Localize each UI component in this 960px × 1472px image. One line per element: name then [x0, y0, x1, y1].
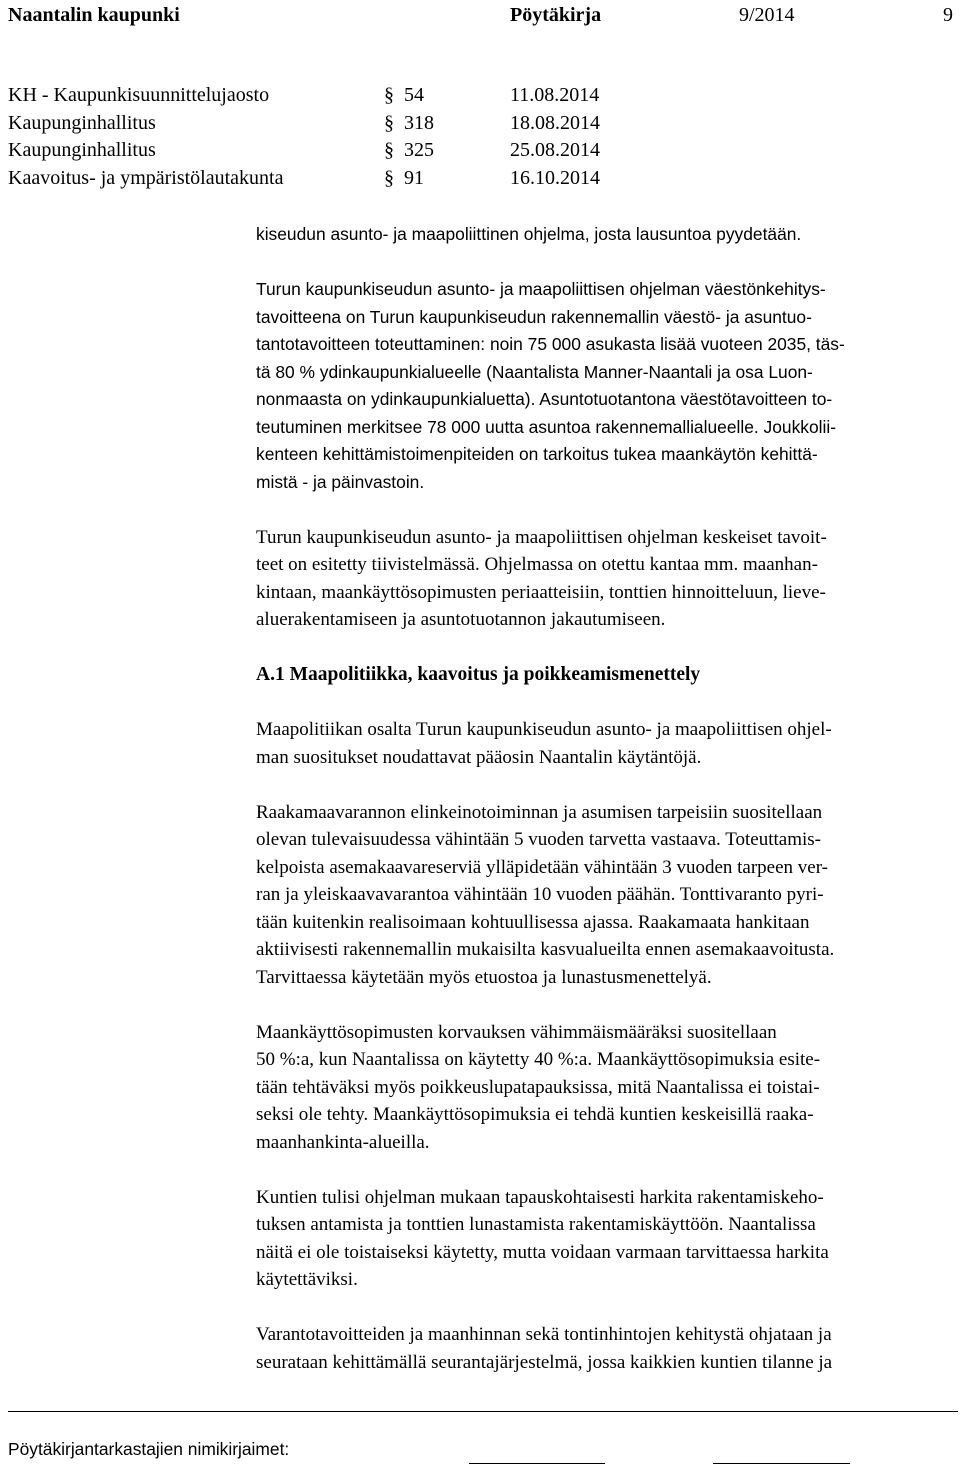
issue-number: 9/2014 [739, 4, 795, 26]
text-line: teutuminen merkitsee 78 000 uutta asuntoa rakennemallialueelle. Joukkolii- [256, 416, 837, 437]
meeting-row [8, 137, 628, 165]
text-line: Kuntien tulisi ohjelman mukaan tapauskohtaisesti harkita rakentamiskeho- [256, 1186, 824, 1208]
text-line: Turun kaupunkiseudun asunto- ja maapoliittisen ohjelman keskeiset tavoit- [256, 526, 827, 548]
text-line: Varantotavoitteiden ja maanhinnan sekä tontinhintojen kehitystä ohjataan ja [256, 1324, 832, 1345]
text-line: ran ja yleiskaavavarantoa vähintään 10 vuoden päähän. Tonttivaranto pyri- [256, 884, 824, 905]
text-line: 50 %:a, kun Naantalissa on käytetty 40 %:a. Maankäyttösopimuksia esite- [256, 1049, 821, 1070]
paragraph-building-orders [256, 1184, 956, 1294]
text-line: tään tehtäväksi myös poikkeuslupatapauksissa, mitä Naantalissa ei toistai- [256, 1076, 820, 1098]
section-heading [256, 661, 956, 689]
text-line: tantotavoitteen toteuttaminen: noin 75 000 asukasta lisää vuoteen 2035, täs- [256, 334, 845, 354]
text-line: seksi ole tehty. Maankäyttösopimuksia ei tehdä kuntien keskeisillä raaka- [256, 1104, 814, 1125]
meeting-date: 25.08.2014 [510, 139, 600, 161]
text-line: kiseudun asunto- ja maapoliittinen ohjelma, josta lausuntoa pyydetään. [256, 224, 802, 244]
text-line: tä 80 % ydinkaupunkialueelle (Naantalista Manner-Naantali ja osa Luon- [256, 361, 813, 382]
meeting-date: 16.10.2014 [510, 166, 600, 189]
paragraph-land-use-agreements [256, 1019, 956, 1157]
text-line: kintaan, maankäyttösopimusten periaatteisiin, tonttien hinnoitteluun, lieve- [256, 581, 826, 603]
inspector-initials-label: Pöytäkirjantarkastajien nimikirjaimet: [8, 1439, 290, 1459]
section-sign: § [384, 84, 394, 106]
text-line: Turun kaupunkiseudun asunto- ja maapoliittisen ohjelman väestönkehitys- [256, 279, 826, 299]
text-line: seurataan kehittämällä seurantajärjestelmä, jossa kaikkien kuntien tilanne ja [256, 1351, 833, 1373]
text-line: man suositukset noudattavat pääosin Naantalin käytäntöjä. [256, 746, 702, 768]
heading-text: A.1 Maapolitiikka, kaavoitus ja poikkeamismenettely [256, 664, 701, 685]
text-line: näitä ei ole toistaiseksi käytetty, mutta voidaan varmaan tarvittaessa harkita [256, 1241, 829, 1263]
page-header [0, 2, 960, 28]
text-line: Tarvittaessa käytetään myös etuostoa ja lunastusmenettelyä. [256, 966, 712, 988]
text-line: Raakamaavarannon elinkeinotoiminnan ja asumisen tarpeisiin suositellaan [256, 801, 823, 823]
text-line: tuksen antamista ja tonttien lunastamista rakentamiskäyttöön. Naantalissa [256, 1214, 816, 1235]
meeting-row [8, 110, 628, 138]
paragraph-key-goals [256, 524, 956, 634]
section-sign: § [384, 111, 394, 134]
text-line: kenteen kehittämistoimenpiteiden on tarkoitus tukea maankäytön kehittä- [256, 444, 818, 464]
meeting-body: Kaupunginhallitus [8, 111, 156, 134]
meeting-body: KH - Kaupunkisuunnittelujaosto [8, 84, 270, 106]
text-line: Maankäyttösopimusten korvauksen vähimmäismääräksi suositellaan [256, 1021, 777, 1043]
initials-line-1 [469, 1463, 605, 1464]
initials-line-2 [713, 1463, 850, 1464]
text-line: aktiivisesti rakennemallin mukaisilta kasvualueilta ennen asemakaavoitusta. [256, 939, 835, 960]
paragraph-intro [256, 221, 956, 249]
text-line: tään kuitenkin realisoimaan kohtuullisessa ajassa. Raakamaata hankitaan [256, 911, 810, 933]
meeting-body: Kaavoitus- ja ympäristölautakunta [8, 166, 284, 189]
section-sign: § [384, 139, 394, 161]
document-body [256, 221, 956, 1404]
meeting-references [8, 82, 628, 192]
text-line: mistä - ja päinvastoin. [256, 471, 425, 492]
text-line: kelpoista asemakaavareserviä ylläpidetään vähintään 3 vuoden tarpeen ver- [256, 856, 828, 878]
paragraph-monitoring [256, 1321, 956, 1376]
document-type: Pöytäkirja [510, 4, 602, 26]
meeting-date: 11.08.2014 [510, 84, 600, 106]
section-number: 318 [404, 111, 434, 134]
text-line: käytettäviksi. [256, 1269, 358, 1290]
text-line: teet on esitetty tiivistelmässä. Ohjelmassa on otettu kantaa mm. maanhan- [256, 554, 818, 575]
meeting-row [8, 82, 628, 110]
section-number: 54 [404, 84, 424, 106]
text-line: tavoitteena on Turun kaupunkiseudun rakennemallin väestö- ja asuntuo- [256, 306, 812, 327]
text-line: nonmaasta on ydinkaupunkialuetta). Asuntotuotantona väestötavoitteen to- [256, 389, 833, 409]
text-line: aluerakentamiseen ja asuntotuotannon jakautumiseen. [256, 609, 666, 630]
paragraph-population-targets [256, 276, 956, 496]
paragraph-land-reserve [256, 799, 956, 992]
meeting-row [8, 165, 628, 193]
meeting-date: 18.08.2014 [510, 111, 600, 134]
meeting-body: Kaupunginhallitus [8, 139, 156, 161]
footer-divider [8, 1411, 958, 1412]
municipality-name: Naantalin kaupunki [8, 4, 180, 26]
section-number: 325 [404, 139, 434, 161]
text-line: olevan tulevaisuudessa vähintään 5 vuoden tarvetta vastaava. Toteuttamis- [256, 829, 821, 850]
text-line: Maapolitiikan osalta Turun kaupunkiseudun asunto- ja maapoliittisen ohjel- [256, 719, 832, 740]
paragraph-land-policy [256, 716, 956, 771]
page-number: 9 [943, 4, 953, 26]
section-number: 91 [404, 166, 424, 189]
section-sign: § [384, 166, 394, 189]
text-line: maanhankinta-alueilla. [256, 1131, 430, 1153]
